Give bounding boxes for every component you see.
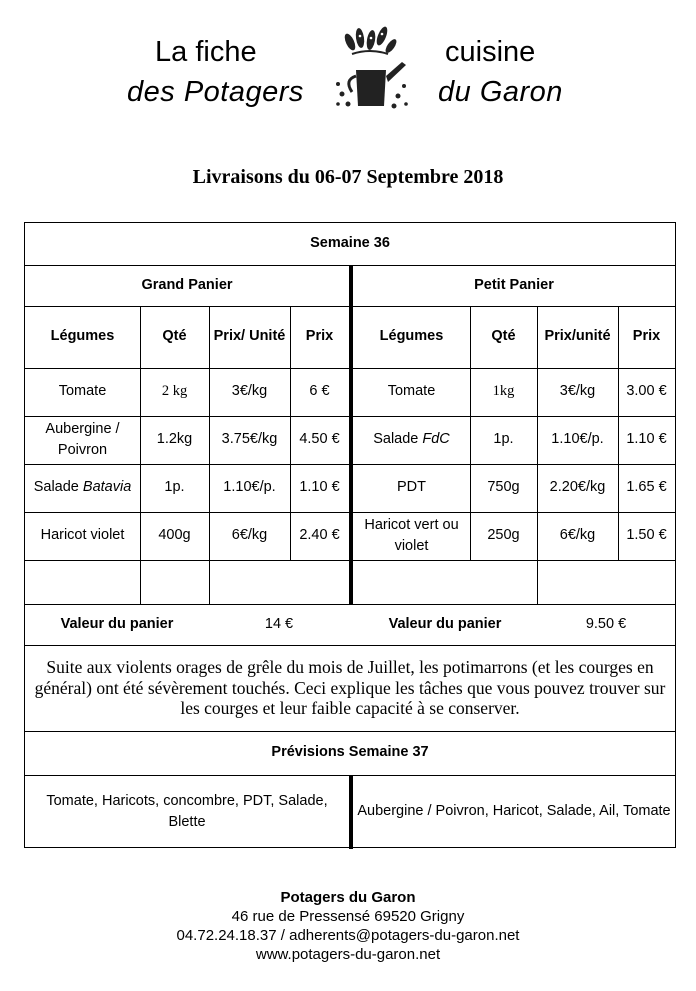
- grand-row3-prix: 1.10 €: [299, 479, 340, 496]
- petit-row4-qte: 250g: [487, 527, 520, 544]
- grand-col-qte: Qté: [162, 328, 187, 345]
- petit-col-qte: Qté: [491, 328, 516, 345]
- delivery-title: Livraisons du 06-07 Septembre 2018: [192, 166, 504, 188]
- petit-row1-qte: 1kg: [492, 383, 515, 400]
- petit-row1-legume: Tomate: [387, 383, 436, 400]
- grand-row3-qte: 1p.: [164, 479, 185, 496]
- footer-address: 46 rue de Pressensé 69520 Grigny: [231, 908, 465, 925]
- grand-row2-prix: 4.50 €: [299, 431, 340, 448]
- basket-table: [24, 222, 676, 848]
- petit-row3-qte: 750g: [487, 479, 520, 496]
- petit-row3-prix: 1.65 €: [626, 479, 667, 496]
- header-title-right-line2: du Garon: [438, 76, 563, 108]
- petit-row1-prix-unite: 3€/kg: [559, 383, 596, 400]
- grand-row2-qte: 1.2kg: [156, 431, 193, 448]
- petit-row2-legume: [353, 416, 470, 464]
- grand-row4-prix: 2.40 €: [299, 527, 340, 544]
- grand-col-prix: Prix: [305, 328, 334, 345]
- grand-row4-prix-unite: 6€/kg: [231, 527, 268, 544]
- petit-row2-prix-unite: 1.10€/p.: [551, 431, 604, 448]
- petit-row2-qte: 1p.: [493, 431, 514, 448]
- grand-row1-legume: Tomate: [58, 383, 107, 400]
- petit-col-prix-unite: Prix/unité: [544, 328, 611, 345]
- grand-row3-variety: Batavia: [82, 479, 132, 496]
- petit-row4-prix-unite: 6€/kg: [559, 527, 596, 544]
- petit-value-label: Valeur du panier: [388, 615, 502, 632]
- grand-row1-prix: 6 €: [309, 383, 330, 400]
- grand-row2-legume: Aubergine / Poivron: [45, 420, 120, 458]
- grand-row3-prix-unite: 1.10€/p.: [223, 479, 276, 496]
- footer-contact: 04.72.24.18.37 / adherents@potagers-du-garon.net: [176, 927, 520, 944]
- petit-row1-prix: 3.00 €: [626, 383, 667, 400]
- grand-row4-legume: Haricot violet: [40, 527, 125, 544]
- hail-note: Suite aux violents orages de grêle du mois de Juillet, les potimarrons (et les courges en général) ont été sévèrement touchés. Ceci explique les tâches que vous pouvez trouver sur les courges et leur faible capacité à se conserver.: [34, 657, 666, 719]
- petit-col-prix: Prix: [632, 328, 661, 345]
- grand-col-legumes: Légumes: [50, 328, 115, 345]
- grand-row3-legume: [25, 464, 140, 512]
- footer-name: Potagers du Garon: [280, 889, 416, 906]
- header-title-left-line2: des Potagers: [127, 76, 304, 108]
- header-title-right-line1: cuisine: [445, 36, 536, 68]
- petit-row2-variety: FdC: [422, 431, 450, 448]
- grand-col-prix-unite: Prix/ Unité: [213, 328, 286, 345]
- grand-row1-prix-unite: 3€/kg: [231, 383, 268, 400]
- petit-value: 9.50 €: [585, 615, 627, 632]
- week-label: Semaine 36: [310, 235, 390, 252]
- footer: [0, 888, 696, 964]
- petit-row3-prix-unite: 2.20€/kg: [549, 479, 606, 496]
- forecast-grand: Tomate, Haricots, concombre, PDT, Salade, Blette: [46, 792, 328, 830]
- grand-value-label: Valeur du panier: [60, 615, 174, 632]
- petit-col-legumes: Légumes: [379, 328, 444, 345]
- grand-row3-legume-name: Salade: [33, 479, 79, 496]
- grand-row2-prix-unite: 3.75€/kg: [221, 431, 278, 448]
- forecast-title: Prévisions Semaine 37: [271, 744, 429, 761]
- grand-value: 14 €: [264, 615, 294, 632]
- watering-can-vegetables-icon: [330, 24, 412, 114]
- petit-panier-title: Petit Panier: [474, 276, 554, 293]
- petit-row3-legume: PDT: [397, 479, 426, 496]
- petit-row2-legume-name: Salade: [373, 431, 419, 448]
- footer-website: www.potagers-du-garon.net: [255, 946, 441, 963]
- grand-row1-qte: 2 kg: [161, 383, 188, 400]
- petit-row4-prix: 1.50 €: [626, 527, 667, 544]
- petit-row2-prix: 1.10 €: [626, 431, 667, 448]
- grand-row4-qte: 400g: [158, 527, 191, 544]
- header-title-left-line1: La fiche: [155, 36, 257, 68]
- forecast-petit: Aubergine / Poivron, Haricot, Salade, Ail, Tomate: [357, 803, 671, 820]
- grand-panier-title: Grand Panier: [141, 276, 233, 293]
- petit-row4-legume: Haricot vert ou violet: [364, 516, 459, 554]
